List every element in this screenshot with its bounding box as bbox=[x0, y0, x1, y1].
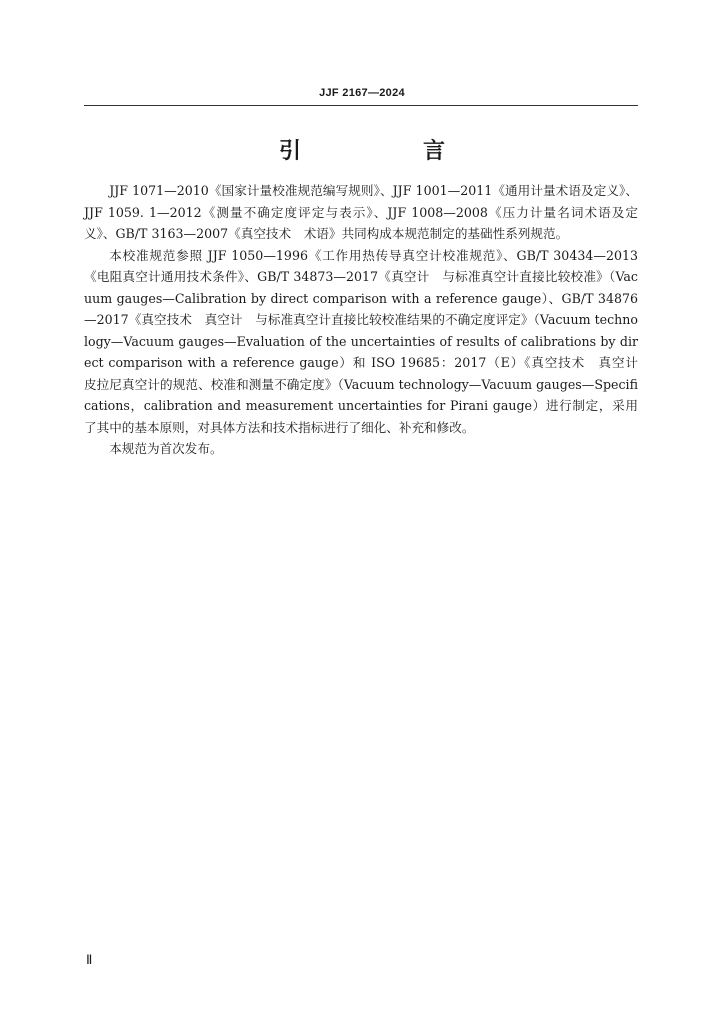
paragraph-1: JJF 1071—2010《国家计量校准规范编写规则》、JJF 1001—2011《通用计量术语及定义》、JJF 1059. 1—2012《测量不确定度评定与表示》、JJF 1008—2008《压力计量名词术语及定义》、GB/T 3163—2007《真空技术 术语》共同构成本规范制定的基础性系列规范。 bbox=[84, 183, 638, 241]
section-title: 引 言 bbox=[278, 139, 495, 164]
page-number: Ⅱ bbox=[86, 952, 93, 967]
body-text bbox=[84, 180, 651, 460]
header-divider bbox=[84, 105, 638, 106]
document-header-id: JJF 2167—2024 bbox=[319, 87, 405, 99]
paragraph-2: 本校准规范参照 JJF 1050—1996《工作用热传导真空计校准规范》、GB/T 30434—2013《电阻真空计通用技术条件》、GB/T 34873—2017《真空计 与标准真空计直接比较校准》（Vacuum gauges—Calibration by direct comparison with a reference gauge）、GB/T 34876—2017《真空技术 真空计 与标准真空计直接比较校准结果的不确定度评定》（Vacuum technology—Vacuum gauges—Evaluation of the uncertainties of results of calibrations by direct comparison with a reference gauge）和 ISO 19685：2017（E）《真空技术 真空计 皮拉尼真空计的规范、校准和测量不确定度》（Vacuum technology—Vacuum gauges—Specifications，calibration and measurement uncertainties for Pirani gauge）进行制定，采用了其中的基本原则，对具体方法和技术指标进行了细化、补充和修改。 bbox=[84, 247, 651, 435]
paragraph-3: 本规范为首次发布。 bbox=[109, 441, 223, 456]
